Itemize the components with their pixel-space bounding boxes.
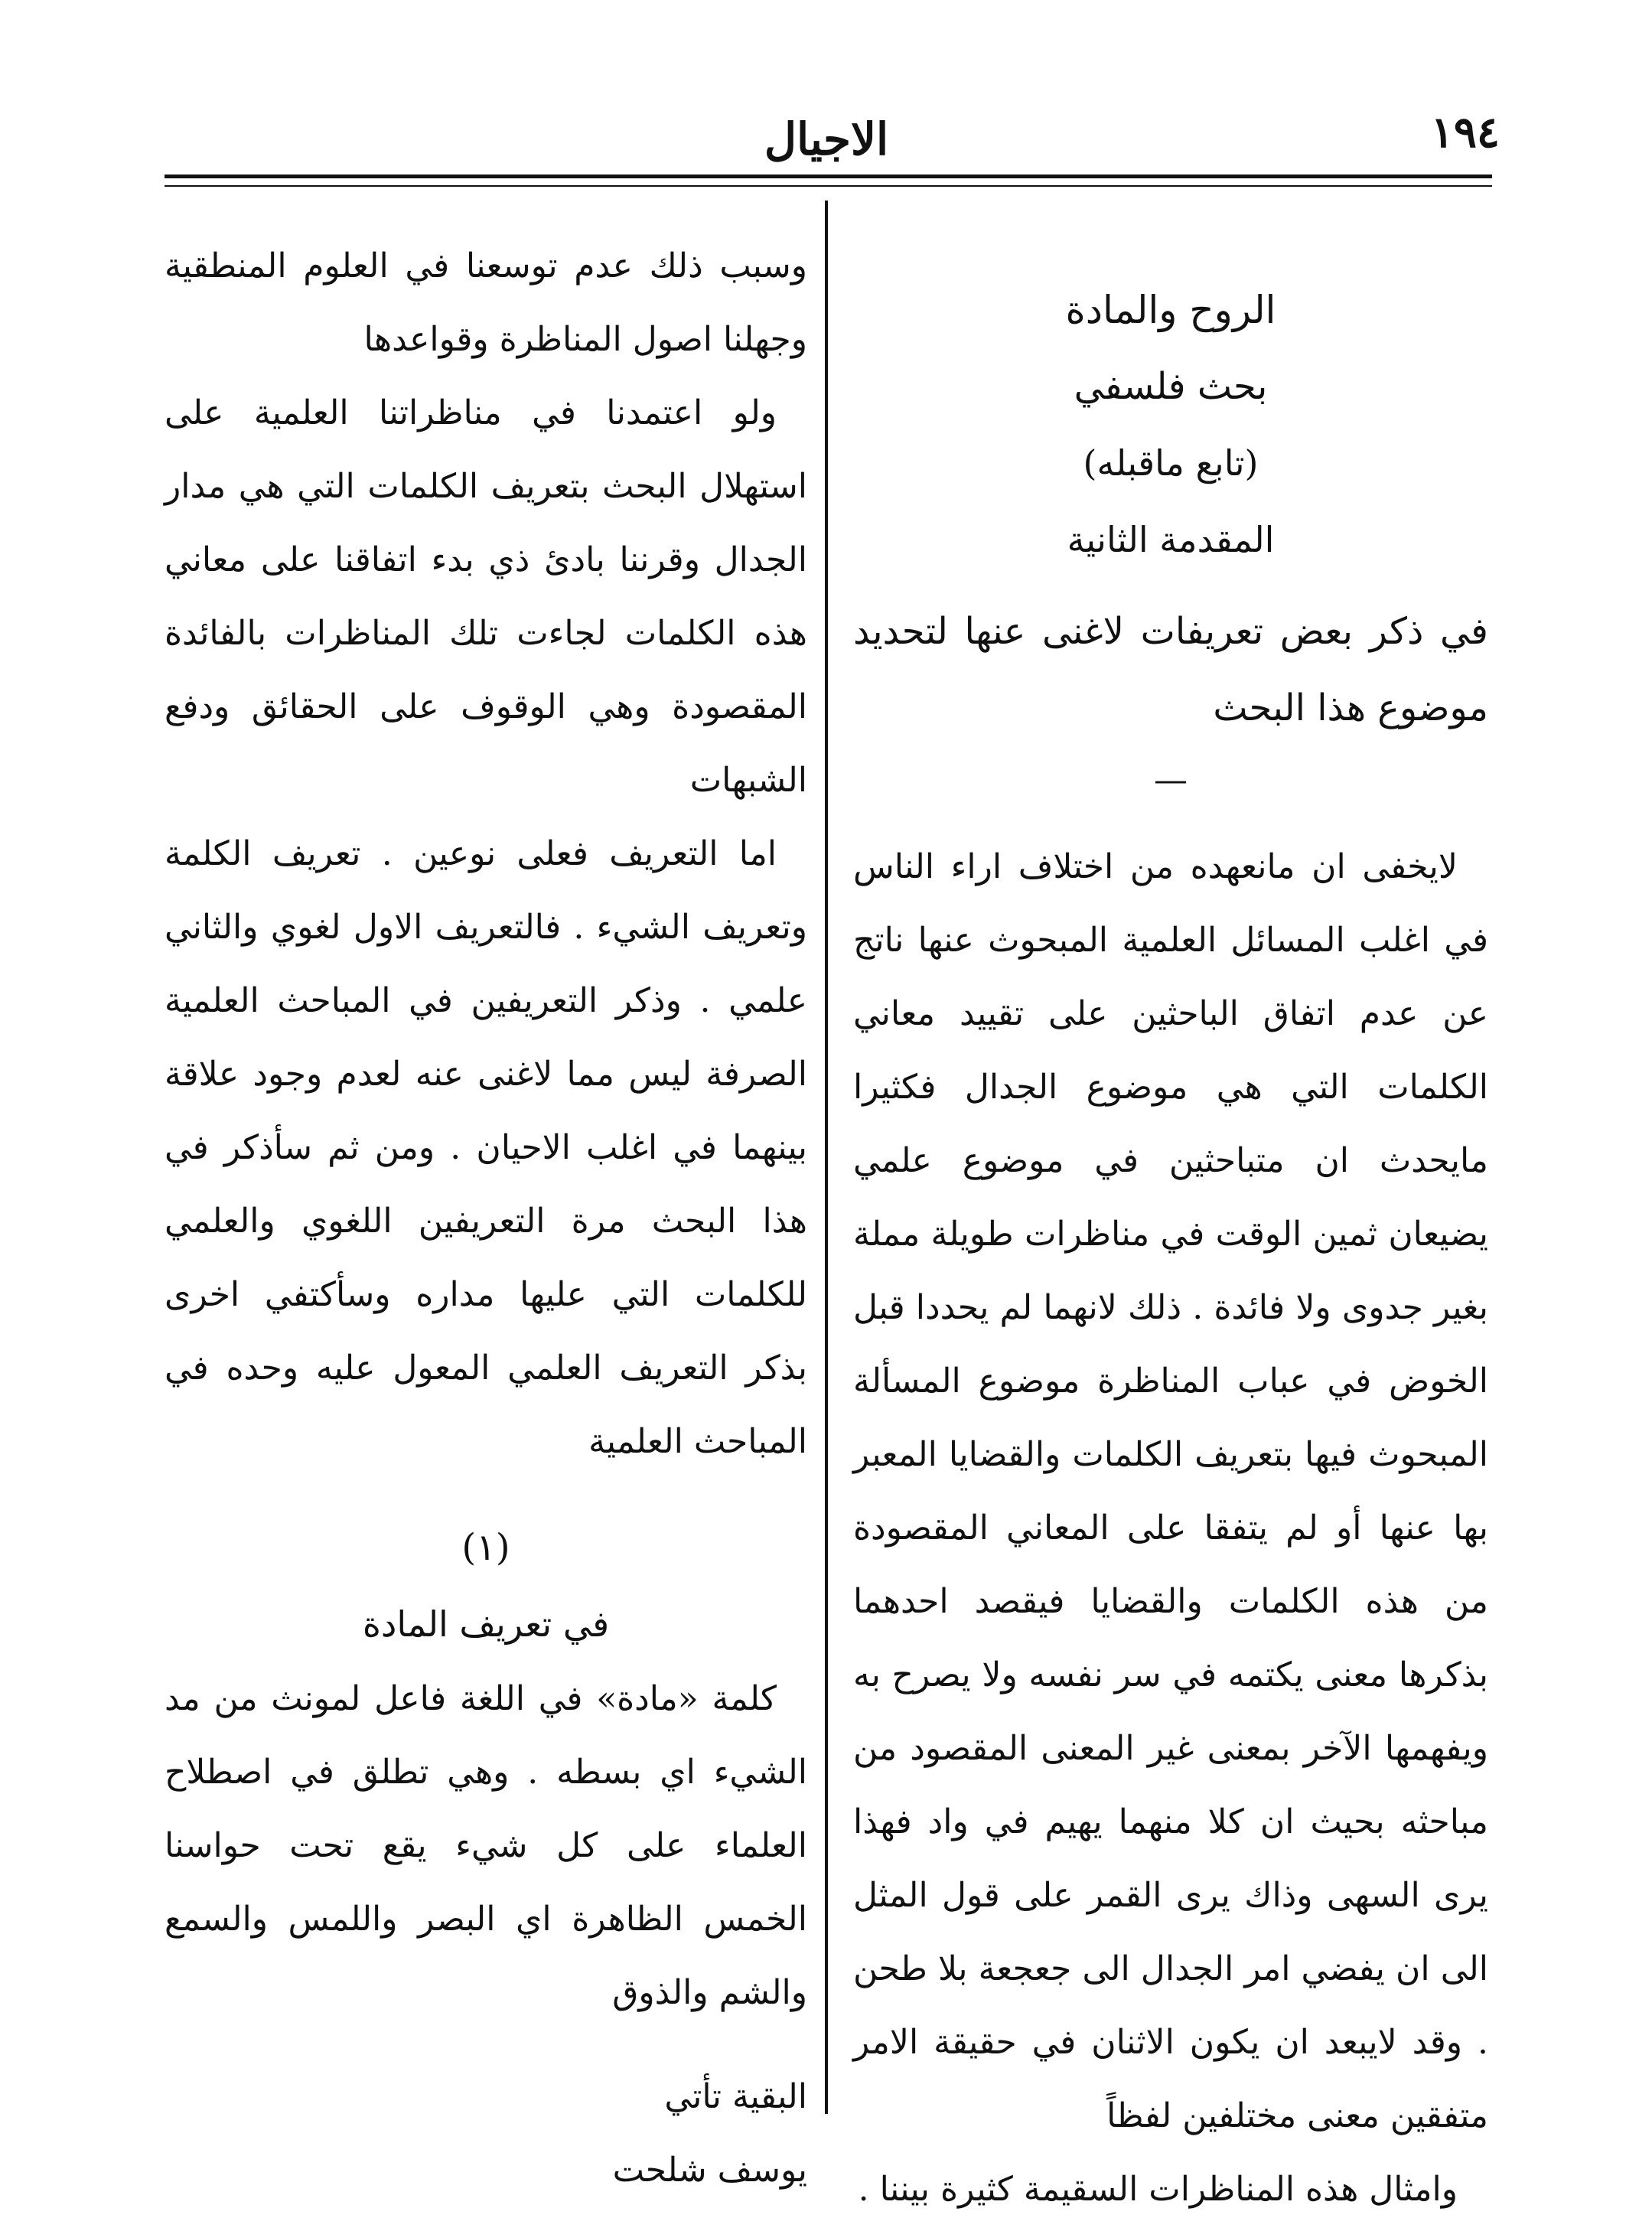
body-paragraph: كلمة «مادة» في اللغة فاعل لمونث من مد الشيء اي بسطه . وهي تطلق في اصطلاح العلماء على كل شيء يقع تحت حواسنا الخمس الظاهرة اي البصر واللمس والسمع والشم والذوق bbox=[165, 1679, 807, 2012]
page-number: ١٩٤ bbox=[1430, 107, 1500, 158]
topic-line: في ذكر بعض تعريفات لاغنى عنها لتحديد موضوع هذا البحث bbox=[853, 610, 1488, 729]
to-be-continued-note: البقية تأتي bbox=[664, 2077, 807, 2116]
body-paragraph: ولو اعتمدنا في مناظراتنا العلمية على استهلال البحث بتعريف الكلمات التي هي مدار الجدال وقرننا بادئ ذي بدء اتفاقنا على معاني هذه الكلمات لجاءت تلك المناظرات بالفائدة المقصودة وهي الوقوف على الحقائق ودفع الشبهات bbox=[165, 393, 808, 800]
numbered-heading: (١) bbox=[461, 1526, 510, 1569]
right-column bbox=[853, 230, 1488, 2226]
body-paragraph: لايخفى ان مانعهده من اختلاف اراء الناس في اغلب المسائل العلمية المبحوث عنها ناتج عن عدم اتفاق الباحثين على تقييد معاني الكلمات التي هي موضوع الجدال فكثيرا مايحدث ان متباحثين في موضوع علمي يضيعان ثمين الوقت في مناظرات طويلة مملة بغير جدوى ولا فائدة . ذلك لانهما لم يحددا قبل الخوض في عباب المناظرة موضوع المسألة المبحوث فيها بتعريف الكلمات والقضايا المعبر بها عنها أو لم يتفقا على المعاني المقصودة من هذه الكلمات والقضايا فيقصد احدهما بذكرها معنى يكتمه في سر نفسه ولا يصرح به ويفهمها الآخر بمعنى غير المعنى المقصود من مباحثه بحيث ان كلا منهما يهيم في واد فهذا يرى السهى وذاك يرى القمر على قول المثل الى ان يفضي امر الجدال الى جعجعة بلا طحن . وقد لايبعد ان يكون الاثنان في حقيقة الامر متفقين معنى مختلفين لفظاً bbox=[853, 847, 1488, 2135]
article-title: الروح والمادة bbox=[1065, 288, 1276, 332]
left-column bbox=[165, 230, 807, 2207]
column-divider bbox=[825, 201, 828, 2114]
header-rule-thin bbox=[165, 185, 1492, 187]
article-subtitle: بحث فلسفي bbox=[1074, 365, 1268, 408]
closing-paragraph: وامثال هذه المناظرات السقيمة كثيرة بيننا . bbox=[858, 2170, 1458, 2209]
body-paragraph: وسبب ذلك عدم توسعنا في العلوم المنطقية وجهلنا اصول المناظرة وقواعدها bbox=[165, 246, 807, 359]
author-signature: يوسف شلحت bbox=[612, 2151, 807, 2190]
body-paragraph: اما التعريف فعلى نوعين . تعريف الكلمة وتعريف الشيء . فالتعريف الاول لغوي والثاني علمي . وذكر التعريفين في المباحث العلمية الصرفة ليس مما لاغنى عنه لعدم وجود علاقة بينهما في اغلب الاحيان . ومن ثم سأذكر في هذا البحث مرة التعريفين اللغوي والعلمي للكلمات التي عليها مداره وسأكتفي اخرى بذكر التعريف العلمي المعول عليه وحده في المباحث العلمية bbox=[165, 834, 807, 1461]
section-heading: المقدمة الثانية bbox=[1067, 519, 1275, 560]
running-title: الاجيال bbox=[764, 113, 889, 165]
header-rule-thick bbox=[165, 175, 1492, 178]
section-subheading: في تعريف المادة bbox=[362, 1603, 610, 1645]
separator-dash: — bbox=[1154, 761, 1188, 800]
continued-note: (تابع ماقبله) bbox=[1083, 442, 1259, 484]
